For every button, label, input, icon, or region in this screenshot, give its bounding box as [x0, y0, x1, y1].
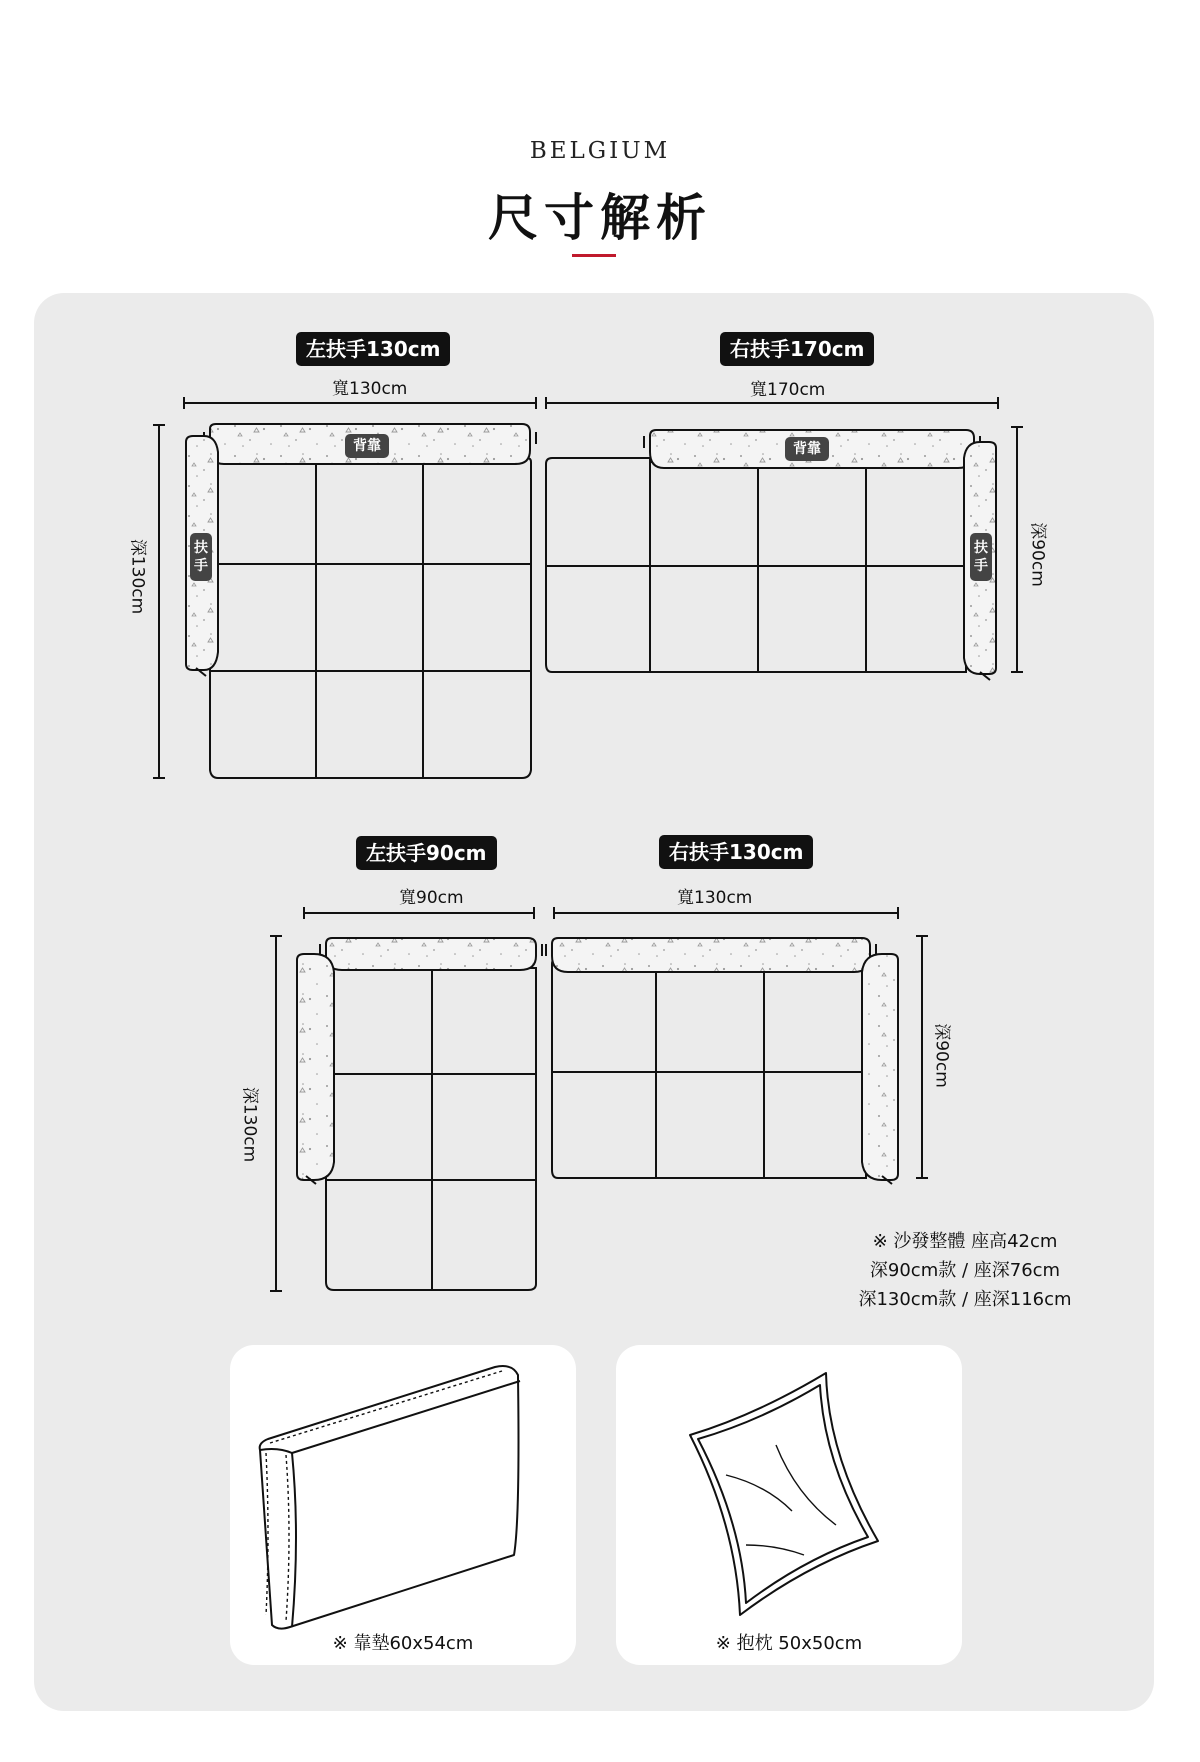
depth-bottom-left: 深130cm	[239, 1086, 260, 1163]
back-cushion-label: ※ 靠墊60x54cm	[332, 1633, 474, 1654]
back-label-top-right: 背靠	[785, 437, 829, 461]
card-throw-pillow	[616, 1345, 962, 1665]
arm-label-top-right: 扶手	[970, 533, 992, 581]
sofa-bottom-right	[546, 907, 928, 1184]
depth-bottom-right: 深90cm	[931, 1023, 952, 1088]
tag-left-arm-90: 左扶手90cm	[356, 836, 497, 870]
depth-top-right: 深90cm	[1027, 522, 1048, 587]
back-label-top-left: 背靠	[345, 434, 389, 458]
tag-left-arm-130: 左扶手130cm	[296, 332, 450, 366]
tag-right-arm-130: 右扶手130cm	[659, 835, 813, 869]
note-depth-90: 深90cm款 / 座深76cm	[869, 1260, 1061, 1281]
width-bottom-left: 寬90cm	[399, 888, 464, 908]
depth-top-left: 深130cm	[127, 538, 148, 615]
brand-name: BELGIUM	[529, 138, 671, 164]
seat-notes	[800, 1227, 1130, 1314]
sofa-bottom-left	[270, 907, 542, 1291]
back-cushion-icon	[230, 1345, 576, 1665]
page-title: 尺寸解析	[488, 188, 712, 247]
arm-label-top-left: 扶手	[190, 533, 212, 581]
note-depth-130: 深130cm款 / 座深116cm	[858, 1289, 1072, 1310]
width-bottom-right: 寬130cm	[677, 888, 753, 908]
card-back-cushion	[230, 1345, 576, 1665]
width-top-left: 寬130cm	[332, 379, 408, 399]
throw-pillow-icon	[616, 1345, 962, 1665]
tag-right-arm-170: 右扶手170cm	[720, 332, 874, 366]
width-top-right: 寬170cm	[750, 380, 826, 400]
note-seat-height: ※ 沙發整體 座高42cm	[872, 1231, 1058, 1252]
throw-pillow-label: ※ 抱枕 50x50cm	[715, 1633, 863, 1654]
